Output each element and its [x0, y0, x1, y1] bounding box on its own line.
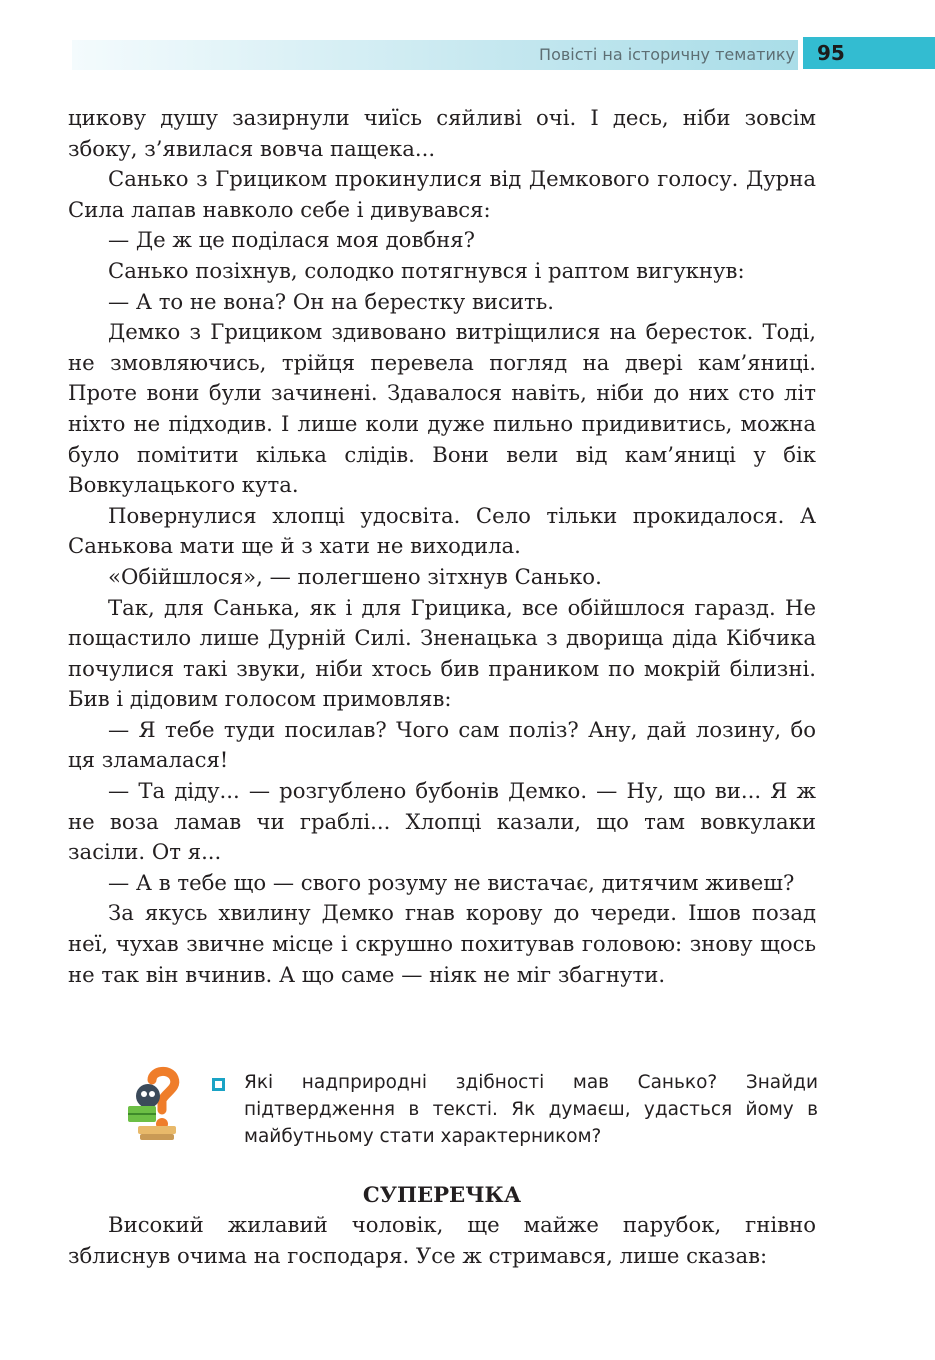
- text-paragraph: Санько позіхнув, солодко потягнувся і раптом вигукнув:: [108, 257, 745, 283]
- question-text: Які надприродні здібності мав Санько? Знайди підтвердження в тексті. Як думаєш, удасться йому в майбутньому стати характерником?: [244, 1072, 818, 1147]
- section-text: [68, 1210, 816, 1271]
- text-paragraph: — Де ж це поділася моя довбня?: [108, 227, 475, 253]
- section-paragraph: Високий жилавий чоловік, ще майже парубок, гнівно зблиснув очима на господаря. Усе ж стримався, лише сказав:: [68, 1212, 816, 1268]
- running-header-title: Повісті на історичну тематику: [539, 45, 795, 64]
- page-number: 95: [803, 37, 935, 69]
- text-paragraph: — Та діду... — розгублено бубонів Демко. — Ну, що ви... Я ж не воза ламав чи граблі... Хлопці казали, що там вовкулаки засіли. От я...: [68, 778, 816, 865]
- question-block: [122, 1066, 822, 1158]
- question-mark-character-icon: [122, 1066, 192, 1146]
- text-paragraph: Санько з Грициком прокинулися від Демкового голосу. Дурна Сила лапав навколо себе і дивувався:: [68, 166, 816, 222]
- text-paragraph: Повернулися хлопці удосвіта. Село тільки прокидалося. А Санькова мати ще й з хати не виходила.: [68, 502, 816, 559]
- text-paragraph: За якусь хвилину Демко гнав корову до череди. Ішов позад неї, чухав звичне місце і скрушно похитував головою: знову щось не так він вчинив. А що саме — ніяк не міг збагнути.: [68, 900, 816, 987]
- main-text: [68, 103, 816, 990]
- text-paragraph: Демко з Грициком здивовано витріщилися на бересток. Тоді, не змовляючись, трійця перевела погляд на двері кам’яниці. Проте вони були зачинені. Здавалося навіть, ніби до них сто літ ніхто не підходив. І лише коли дуже пильно придивитись, можна було помітити кілька слідів. Вони вели від кам’яниці у бік Вовкулацького кута.: [68, 319, 816, 498]
- question-bullet-icon: [212, 1078, 225, 1091]
- section-title: СУПЕРЕЧКА: [362, 1182, 522, 1207]
- text-paragraph: цикову душу зазирнули чиїсь сяйливі очі. І десь, ніби зовсім збоку, з’явилася вовча пащека...: [68, 105, 816, 161]
- text-paragraph: Так, для Санька, як і для Грицика, все обійшлося гаразд. Не пощастило лише Дурній Силі. Зненацька з дворища діда Кібчика почулися такі звуки, ніби хтось бив праником по мокрій білизні. Бив і дідовим голосом примовляв:: [68, 594, 816, 712]
- text-paragraph: — А в тебе що — свого розуму не вистачає, дитячим живеш?: [108, 869, 795, 895]
- text-paragraph: — Я тебе туди посилав? Чого сам поліз? Ану, дай лозину, бо ця зламалася!: [68, 716, 816, 773]
- text-paragraph: «Обійшлося», — полегшено зітхнув Санько.: [108, 563, 602, 589]
- text-paragraph: — А то не вона? Он на берестку висить.: [108, 288, 555, 314]
